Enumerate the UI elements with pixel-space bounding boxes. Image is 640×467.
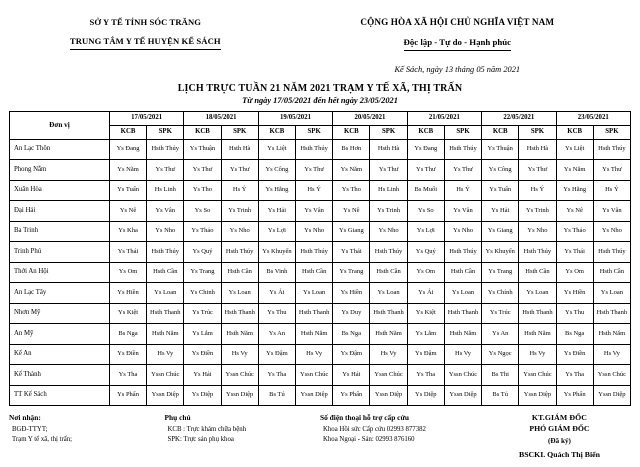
document-header <box>0 0 640 76</box>
cell-duty-staff: Ys Trinh <box>519 201 556 222</box>
cell-duty-staff: Ys Phẩn <box>556 385 593 406</box>
cell-duty-staff: Ys Ái <box>258 283 295 304</box>
cell-duty-staff: Ys Nho <box>147 221 184 242</box>
cell-duty-staff: Hsth Cần <box>444 262 481 283</box>
cell-duty-staff: Hsth Thúy <box>593 242 630 263</box>
cell-duty-staff: Ys Thư <box>407 160 444 181</box>
title-block <box>0 83 640 105</box>
column-header-shift-kcb: KCB <box>482 125 519 139</box>
recipients-block <box>9 413 165 459</box>
column-header-date: 17/05/2021 <box>109 111 183 125</box>
cell-duty-staff: Ys Đang <box>109 139 146 160</box>
cell-duty-staff: Ys Trang <box>333 262 370 283</box>
cell-duty-staff: Hsth Thanh <box>519 303 556 324</box>
table-row <box>10 221 631 242</box>
cell-duty-staff: Hsth Thúy <box>147 139 184 160</box>
cell-duty-staff: Bs Tú <box>258 385 295 406</box>
cell-duty-staff: Yssn Chúc <box>444 365 481 386</box>
cell-duty-staff: Bs Vinh <box>258 262 295 283</box>
table-body <box>10 139 631 406</box>
column-header-shift-kcb: KCB <box>258 125 295 139</box>
cell-duty-staff: Ys Vân <box>296 201 333 222</box>
cell-duty-staff: Hsth Cần <box>221 262 258 283</box>
cell-unit-name: Đại Hải <box>10 201 110 222</box>
cell-duty-staff: Ys Quý <box>407 242 444 263</box>
cell-duty-staff: Ys Giang <box>333 221 370 242</box>
cell-duty-staff: Ys Khuyến <box>482 242 519 263</box>
cell-duty-staff: Ys Chính <box>482 283 519 304</box>
table-row <box>10 139 631 160</box>
cell-duty-staff: Hs Vy <box>370 344 407 365</box>
cell-duty-staff: Hsth Thanh <box>296 303 333 324</box>
cell-duty-staff: Ys An <box>258 324 295 345</box>
cell-duty-staff: Ys So <box>407 201 444 222</box>
column-header-date: 21/05/2021 <box>407 111 481 125</box>
cell-duty-staff: Ys Hiền <box>556 283 593 304</box>
cell-duty-staff: Ys Nho <box>519 221 556 242</box>
cell-duty-staff: Hs Ý <box>444 180 481 201</box>
cell-duty-staff: Hsth Năm <box>593 324 630 345</box>
recipients-title: Nơi nhận: <box>9 413 41 423</box>
column-header-shift-spk: SPK <box>370 125 407 139</box>
cell-duty-staff: Ys Thư <box>184 160 221 181</box>
cell-duty-staff: Ys Trinh <box>370 201 407 222</box>
cell-duty-staff: Ys Đang <box>407 139 444 160</box>
cell-duty-staff: Hsth Năm <box>370 324 407 345</box>
table-row <box>10 324 631 345</box>
cell-duty-staff: Hsth Thúy <box>147 242 184 263</box>
cell-duty-staff: Ys Thư <box>444 160 481 181</box>
column-header-shift-kcb: KCB <box>184 125 221 139</box>
column-header-date: 19/05/2021 <box>258 111 332 125</box>
recipient-item: Trạm Y tế xã, thị trấn; <box>12 436 73 444</box>
cell-duty-staff: Ys Kiệt <box>407 303 444 324</box>
table-row <box>10 180 631 201</box>
column-header-shift-kcb: KCB <box>333 125 370 139</box>
cell-duty-staff: Ys Nê <box>109 201 146 222</box>
cell-duty-staff: Ys Lắm <box>407 324 444 345</box>
cell-duty-staff: Hsth Hà <box>221 139 258 160</box>
signature-block <box>488 413 631 459</box>
cell-duty-staff: Ys Trúc <box>482 303 519 324</box>
cell-duty-staff: Ys Hằng <box>258 180 295 201</box>
cell-duty-staff: Yssn Chúc <box>221 365 258 386</box>
cell-duty-staff: Ys Kha <box>109 221 146 242</box>
cell-duty-staff: Ys Loan <box>221 283 258 304</box>
cell-duty-staff: Bs Nga <box>109 324 146 345</box>
cell-duty-staff: Bs Nga <box>556 324 593 345</box>
cell-duty-staff: Ys Thu <box>258 303 295 324</box>
cell-duty-staff: Ys Vân <box>593 201 630 222</box>
cell-duty-staff: Ys Đậm <box>407 344 444 365</box>
cell-duty-staff: Ys Công <box>258 160 295 181</box>
table-head <box>10 111 631 139</box>
column-header-shift-spk: SPK <box>221 125 258 139</box>
table-row <box>10 365 631 386</box>
cell-duty-staff: Ys Phẩn <box>109 385 146 406</box>
cell-duty-staff: Hsth Thúy <box>370 242 407 263</box>
cell-unit-name: TT Kế Sách <box>10 385 110 406</box>
cell-duty-staff: Hsth Năm <box>221 324 258 345</box>
table-head-row-dates <box>10 111 631 125</box>
column-header-shift-kcb: KCB <box>407 125 444 139</box>
cell-duty-staff: Hsth Cần <box>370 262 407 283</box>
cell-duty-staff: Ys Thư <box>221 160 258 181</box>
place-and-date: Kế Sách, ngày 13 tháng 05 năm 2021 <box>394 64 521 74</box>
cell-duty-staff: Yssn Diệp <box>221 385 258 406</box>
cell-duty-staff: Bs Nga <box>333 324 370 345</box>
district-health-center: TRUNG TÂM Y TẾ HUYỆN KẾ SÁCH <box>70 35 221 49</box>
cell-duty-staff: Ys Loan <box>593 283 630 304</box>
national-motto: Độc lập - Tự do - Hạnh phúc <box>404 36 512 51</box>
cell-duty-staff: Ys Liệt <box>258 139 295 160</box>
duty-schedule-table <box>9 111 631 407</box>
cell-duty-staff: Ys Diệp <box>184 385 221 406</box>
emergency-phone-title: Số điện thoại hỗ trợ cấp cứu <box>320 413 410 423</box>
page-subtitle: Từ ngày 17/05/2021 đến hết ngày 23/05/2021 <box>242 95 398 105</box>
table-row <box>10 344 631 365</box>
cell-duty-staff: Ys Tha <box>407 365 444 386</box>
column-header-shift-spk: SPK <box>519 125 556 139</box>
cell-duty-staff: Ys Vân <box>147 201 184 222</box>
cell-duty-staff: Bs Tú <box>482 385 519 406</box>
cell-duty-staff: Hsth Thanh <box>221 303 258 324</box>
cell-duty-staff: Ys Kiệt <box>109 303 146 324</box>
cell-duty-staff: Ys Thuận <box>482 139 519 160</box>
issuing-organization <box>8 16 283 52</box>
cell-duty-staff: Ys Trang <box>482 262 519 283</box>
cell-duty-staff: Ys Tha <box>109 365 146 386</box>
notes-block <box>165 413 321 459</box>
cell-unit-name: Thới An Hội <box>10 262 110 283</box>
cell-duty-staff: Ys Hằng <box>556 180 593 201</box>
cell-duty-staff: Hs Linh <box>370 180 407 201</box>
cell-duty-staff: Ys Thư <box>296 160 333 181</box>
cell-duty-staff: Hsth Năm <box>147 324 184 345</box>
cell-duty-staff: Hs Vy <box>593 344 630 365</box>
cell-duty-staff: Ys Thái <box>109 242 146 263</box>
province-health-department: SỞ Y TẾ TỈNH SÓC TRĂNG <box>89 17 202 27</box>
cell-duty-staff: Ys Thư <box>519 160 556 181</box>
cell-duty-staff: Ys Chinh <box>184 283 221 304</box>
cell-duty-staff: Yssn Diệp <box>296 385 333 406</box>
table-row <box>10 201 631 222</box>
cell-duty-staff: Ys Đậm <box>258 344 295 365</box>
cell-duty-staff: Ys Năm <box>109 160 146 181</box>
cell-duty-staff: Ys Nê <box>333 201 370 222</box>
table-row <box>10 160 631 181</box>
cell-duty-staff: Hsth Cần <box>296 262 333 283</box>
cell-duty-staff: Ys Công <box>482 160 519 181</box>
cell-duty-staff: Hsth Năm <box>444 324 481 345</box>
cell-duty-staff: Yssn Diệp <box>370 385 407 406</box>
cell-duty-staff: Yssn Chúc <box>519 365 556 386</box>
cell-duty-staff: Hs Ý <box>593 180 630 201</box>
cell-unit-name: Nhơn Mỹ <box>10 303 110 324</box>
cell-duty-staff: Yssn Diệp <box>444 385 481 406</box>
cell-duty-staff: Ys Om <box>109 262 146 283</box>
notes-title: Phụ chú <box>164 413 191 423</box>
cell-duty-staff: Bs Muổi <box>407 180 444 201</box>
cell-duty-staff: Hsth Thúy <box>444 139 481 160</box>
cell-duty-staff: Ys Tha <box>556 365 593 386</box>
cell-duty-staff: Ys An <box>482 324 519 345</box>
cell-duty-staff: Hsth Hà <box>370 139 407 160</box>
note-item-kcb: KCB : Trực khám chữa bệnh <box>167 425 247 433</box>
cell-duty-staff: Ys Điền <box>556 344 593 365</box>
cell-duty-staff: Ys Thảo <box>556 221 593 242</box>
cell-duty-staff: Ys Điền <box>184 344 221 365</box>
cell-duty-staff: Ys Liệt <box>556 139 593 160</box>
cell-duty-staff: Hsth Thanh <box>444 303 481 324</box>
cell-duty-staff: Ys Phẩn <box>333 385 370 406</box>
schedule-table-wrap <box>0 105 640 407</box>
signature-position: PHÓ GIÁM ĐỐC <box>529 424 590 434</box>
cell-duty-staff: Yssn Diệp <box>593 385 630 406</box>
page-title: LỊCH TRỰC TUẦN 21 NĂM 2021 TRẠM Y TẾ XÃ, THỊ TRẤN <box>177 82 463 94</box>
column-header-date: 23/05/2021 <box>556 111 630 125</box>
cell-duty-staff: Ys Tho <box>184 180 221 201</box>
cell-duty-staff: Ys Ái <box>407 283 444 304</box>
cell-duty-staff: Ys Nho <box>370 221 407 242</box>
cell-duty-staff: Ys Hải <box>482 201 519 222</box>
cell-duty-staff: Hsth Cần <box>147 262 184 283</box>
cell-duty-staff: Ys Diệp <box>407 385 444 406</box>
country-name: CỘNG HÒA XÃ HỘI CHỦ NGHĨA VIỆT NAM <box>360 17 555 27</box>
column-header-shift-spk: SPK <box>593 125 630 139</box>
cell-duty-staff: Ys Loan <box>147 283 184 304</box>
column-header-shift-kcb: KCB <box>109 125 146 139</box>
cell-duty-staff: Yssn Chúc <box>296 365 333 386</box>
cell-duty-staff: Hsth Cần <box>519 262 556 283</box>
cell-duty-staff: Ys Hiền <box>333 283 370 304</box>
cell-duty-staff: Ys Năm <box>556 160 593 181</box>
cell-duty-staff: Ys Đậm <box>333 344 370 365</box>
national-heading <box>283 16 632 76</box>
cell-duty-staff: Ys Tho <box>333 180 370 201</box>
signature-title: KT.GIÁM ĐỐC <box>531 413 588 423</box>
column-header-date: 20/05/2021 <box>333 111 407 125</box>
cell-duty-staff: Ys Lắm <box>184 324 221 345</box>
column-header-shift-spk: SPK <box>296 125 333 139</box>
cell-duty-staff: Ys Loan <box>444 283 481 304</box>
cell-duty-staff: Ys Hải <box>333 365 370 386</box>
cell-duty-staff: Hsth Năm <box>519 324 556 345</box>
cell-unit-name: An Lạc Tây <box>10 283 110 304</box>
cell-duty-staff: Ys Hiền <box>109 283 146 304</box>
cell-duty-staff: Hsth Thúy <box>593 139 630 160</box>
cell-duty-staff: Hsth Hà <box>519 139 556 160</box>
cell-duty-staff: Ys Nho <box>221 221 258 242</box>
column-header-shift-spk: SPK <box>444 125 481 139</box>
cell-duty-staff: Hs Vy <box>444 344 481 365</box>
cell-duty-staff: Ys Om <box>407 262 444 283</box>
cell-duty-staff: Hsth Thúy <box>444 242 481 263</box>
note-item-spk: SPK: Trực sản phụ khoa <box>167 436 234 444</box>
cell-duty-staff: Hsth Thúy <box>296 242 333 263</box>
recipient-item: BGĐ-TTYT; <box>12 425 48 433</box>
cell-duty-staff: Ys Trinh <box>221 201 258 222</box>
cell-duty-staff: Ys Thư <box>147 160 184 181</box>
cell-duty-staff: Hs Linh <box>147 180 184 201</box>
cell-unit-name: Ba Trinh <box>10 221 110 242</box>
cell-duty-staff: Ys Tha <box>258 365 295 386</box>
signer-name: BSCKI. Quách Thị Biển <box>519 450 600 460</box>
cell-duty-staff: Ys Loan <box>370 283 407 304</box>
cell-duty-staff: Ys Ngọc <box>482 344 519 365</box>
cell-duty-staff: Ys Quý <box>184 242 221 263</box>
cell-duty-staff: Yssn Chúc <box>147 365 184 386</box>
cell-duty-staff: Hs Vy <box>221 344 258 365</box>
cell-duty-staff: Ys Loan <box>519 283 556 304</box>
cell-duty-staff: Ys Nho <box>296 221 333 242</box>
table-row <box>10 385 631 406</box>
column-header-date: 18/05/2021 <box>184 111 258 125</box>
document-footer <box>0 406 640 459</box>
cell-duty-staff: Hs Vy <box>519 344 556 365</box>
cell-duty-staff: Ys Hải <box>258 201 295 222</box>
cell-unit-name: An Lạc Thôn <box>10 139 110 160</box>
cell-duty-staff: Ys Nho <box>444 221 481 242</box>
signed-marker: (Đã ký) <box>547 437 571 446</box>
cell-duty-staff: Yssn Diệp <box>147 385 184 406</box>
cell-duty-staff: Ys Lợi <box>407 221 444 242</box>
cell-duty-staff: Ys Tuấn <box>482 180 519 201</box>
cell-duty-staff: Ys Lợi <box>258 221 295 242</box>
cell-duty-staff: Hsth Năm <box>296 324 333 345</box>
cell-duty-staff: Hsth Thanh <box>593 303 630 324</box>
cell-duty-staff: Ys Điền <box>109 344 146 365</box>
cell-duty-staff: Hsth Cần <box>593 262 630 283</box>
column-header-shift-spk: SPK <box>147 125 184 139</box>
cell-unit-name: Trinh Phú <box>10 242 110 263</box>
cell-duty-staff: Ys Thảo <box>184 221 221 242</box>
cell-duty-staff: Ys Nê <box>556 201 593 222</box>
cell-duty-staff: Ys Năm <box>333 160 370 181</box>
column-header-shift-kcb: KCB <box>556 125 593 139</box>
cell-duty-staff: Ys Trúc <box>184 303 221 324</box>
cell-duty-staff: Hsth Thúy <box>296 139 333 160</box>
cell-duty-staff: Yssn Chúc <box>370 365 407 386</box>
cell-duty-staff: Ys Trang <box>184 262 221 283</box>
cell-duty-staff: Ys Om <box>556 262 593 283</box>
cell-unit-name: Kế Thành <box>10 365 110 386</box>
cell-duty-staff: Ys Thu <box>556 303 593 324</box>
cell-duty-staff: Ys Nho <box>593 221 630 242</box>
cell-duty-staff: Ys Thái <box>556 242 593 263</box>
cell-duty-staff: Yssn Diệp <box>519 385 556 406</box>
cell-duty-staff: Ys Thái <box>333 242 370 263</box>
cell-duty-staff: Hsth Thanh <box>147 303 184 324</box>
cell-unit-name: Kế An <box>10 344 110 365</box>
cell-unit-name: An Mỹ <box>10 324 110 345</box>
cell-duty-staff: Hsth Thúy <box>221 242 258 263</box>
cell-duty-staff: Ys Tuấn <box>109 180 146 201</box>
cell-duty-staff: Bs Thi <box>482 365 519 386</box>
cell-unit-name: Xuân Hòa <box>10 180 110 201</box>
table-row <box>10 303 631 324</box>
cell-duty-staff: Ys Vân <box>444 201 481 222</box>
cell-duty-staff: Ys Khuyến <box>258 242 295 263</box>
cell-unit-name: Phong Nẫm <box>10 160 110 181</box>
cell-duty-staff: Hs Vy <box>296 344 333 365</box>
phone-icu: Khoa Hồi sức Cấp cứu 02993 877382 <box>323 425 426 433</box>
column-header-unit: Đơn vị <box>10 111 110 139</box>
cell-duty-staff: Ys Thuận <box>184 139 221 160</box>
cell-duty-staff: Ys Thư <box>593 160 630 181</box>
emergency-phone-block <box>320 413 488 459</box>
cell-duty-staff: Yssn Chúc <box>593 365 630 386</box>
cell-duty-staff: Ys Duy <box>333 303 370 324</box>
column-header-date: 22/05/2021 <box>482 111 556 125</box>
cell-duty-staff: Ys Hải <box>184 365 221 386</box>
table-row <box>10 242 631 263</box>
table-row <box>10 262 631 283</box>
cell-duty-staff: Hsth Thanh <box>370 303 407 324</box>
cell-duty-staff: Ys Thư <box>370 160 407 181</box>
cell-duty-staff: Hs Ý <box>296 180 333 201</box>
table-row <box>10 283 631 304</box>
cell-duty-staff: Ys Giang <box>482 221 519 242</box>
cell-duty-staff: Ys So <box>184 201 221 222</box>
cell-duty-staff: Hs Ý <box>519 180 556 201</box>
cell-duty-staff: Ys Loan <box>296 283 333 304</box>
cell-duty-staff: Hs Ý <box>221 180 258 201</box>
cell-duty-staff: Hs Vy <box>147 344 184 365</box>
phone-surgery-obstetrics: Khoa Ngoại - Sản: 02993 876160 <box>323 436 415 444</box>
cell-duty-staff: Hsth Thúy <box>519 242 556 263</box>
cell-duty-staff: Bs Hơn <box>333 139 370 160</box>
